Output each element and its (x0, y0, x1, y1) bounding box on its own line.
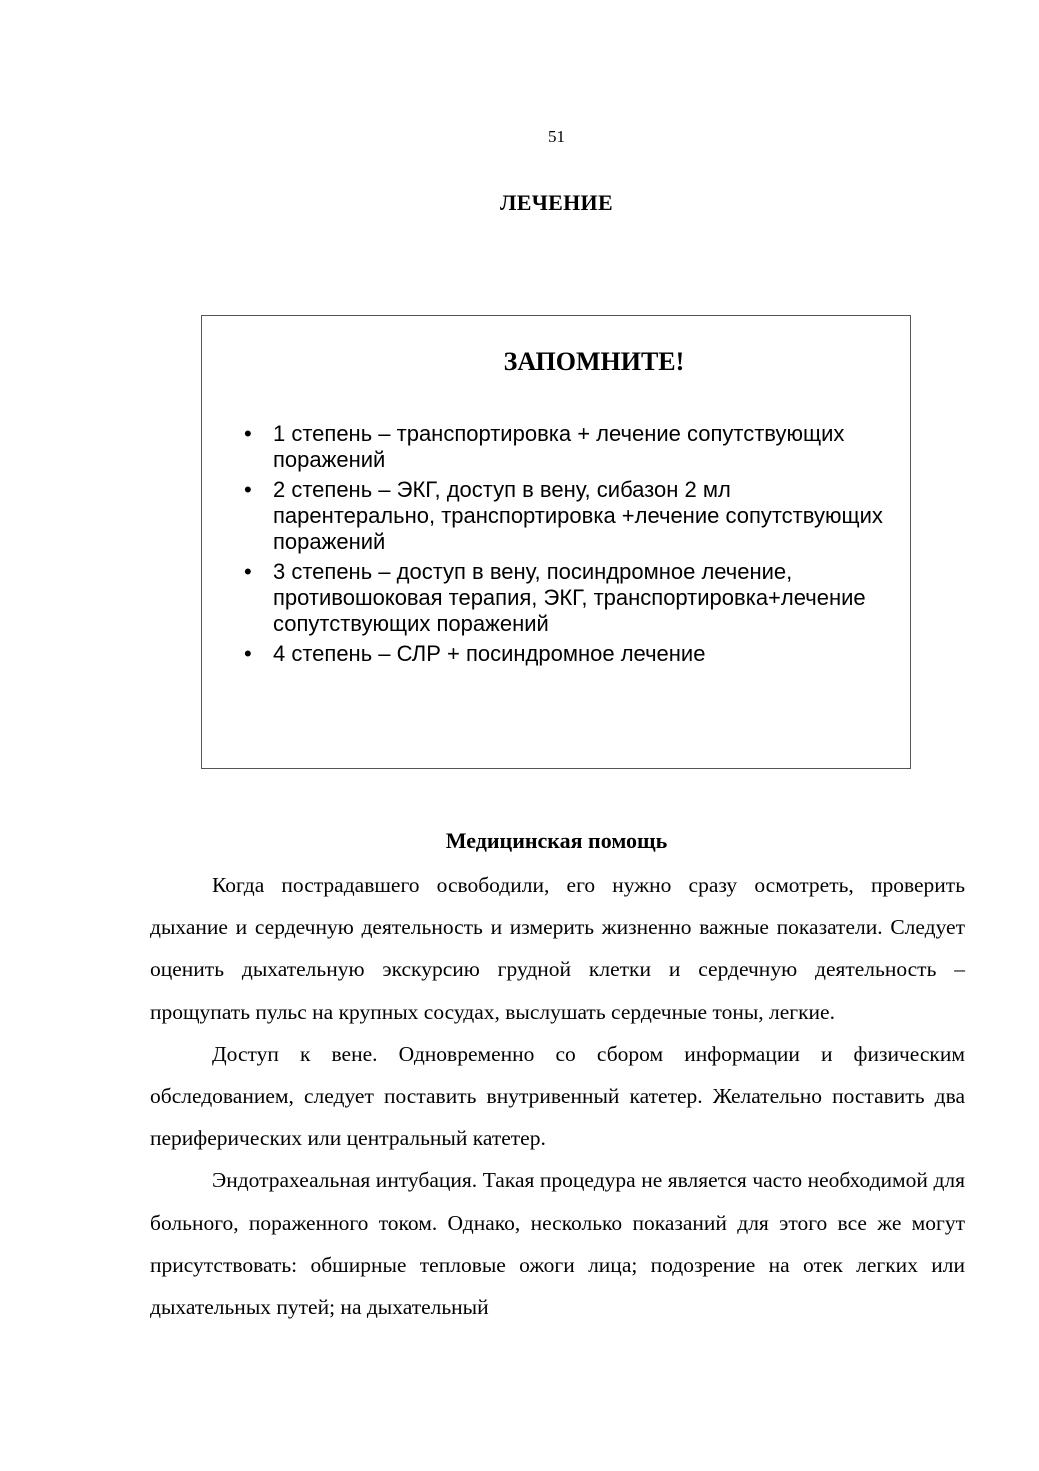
list-item (244, 559, 890, 637)
page-number: 51 (548, 127, 565, 146)
list-item-text: 4 степень – СЛР + посиндромное лечение (273, 641, 706, 666)
remember-list (244, 421, 890, 671)
list-item (244, 421, 890, 473)
remember-box (201, 315, 911, 769)
remember-box-title: ЗАПОМНИТЕ! (503, 347, 685, 376)
bullet-icon: • (244, 641, 252, 666)
body-text (150, 864, 965, 1328)
subheading: Медицинская помощь (445, 828, 668, 853)
list-item (244, 641, 890, 667)
list-item-text: 2 степень – ЭКГ, доступ в вену, сибазон 2 мл парентерально, транспортировка +лечение сопутствующих поражений (273, 477, 883, 554)
section-title: ЛЕЧЕНИЕ (500, 190, 613, 215)
paragraph: Когда пострадавшего освободили, его нужно сразу осмотреть, проверить дыхание и сердечную деятельность и измерить жизненно важные показатели. Следует оценить дыхательную экскурсию грудной клетки и сердечную деятельность – прощупать пульс на крупных сосудах, выслушать сердечные тоны, легкие. (150, 873, 965, 1024)
bullet-icon: • (244, 559, 252, 584)
bullet-icon: • (244, 421, 252, 446)
list-item-text: 3 степень – доступ в вену, посиндромное лечение, противошоковая терапия, ЭКГ, транспортировка+лечение сопутствующих поражений (273, 559, 866, 636)
list-item-text: 1 степень – транспортировка + лечение сопутствующих поражений (273, 421, 845, 472)
list-item (244, 477, 890, 555)
paragraph: Доступ к вене. Одновременно со сбором информации и физическим обследованием, следует поставить внутривенный катетер. Желательно поставить два периферических или центральный катетер. (150, 1041, 965, 1151)
paragraph: Эндотрахеальная интубация. Такая процедура не является часто необходимой для больного, пораженного током. Однако, несколько показаний для этого все же могут присутствовать: обширные тепловые ожоги лица; подозрение на отек легких или дыхательных путей; на дыхательный (150, 1168, 965, 1320)
bullet-icon: • (244, 477, 252, 502)
